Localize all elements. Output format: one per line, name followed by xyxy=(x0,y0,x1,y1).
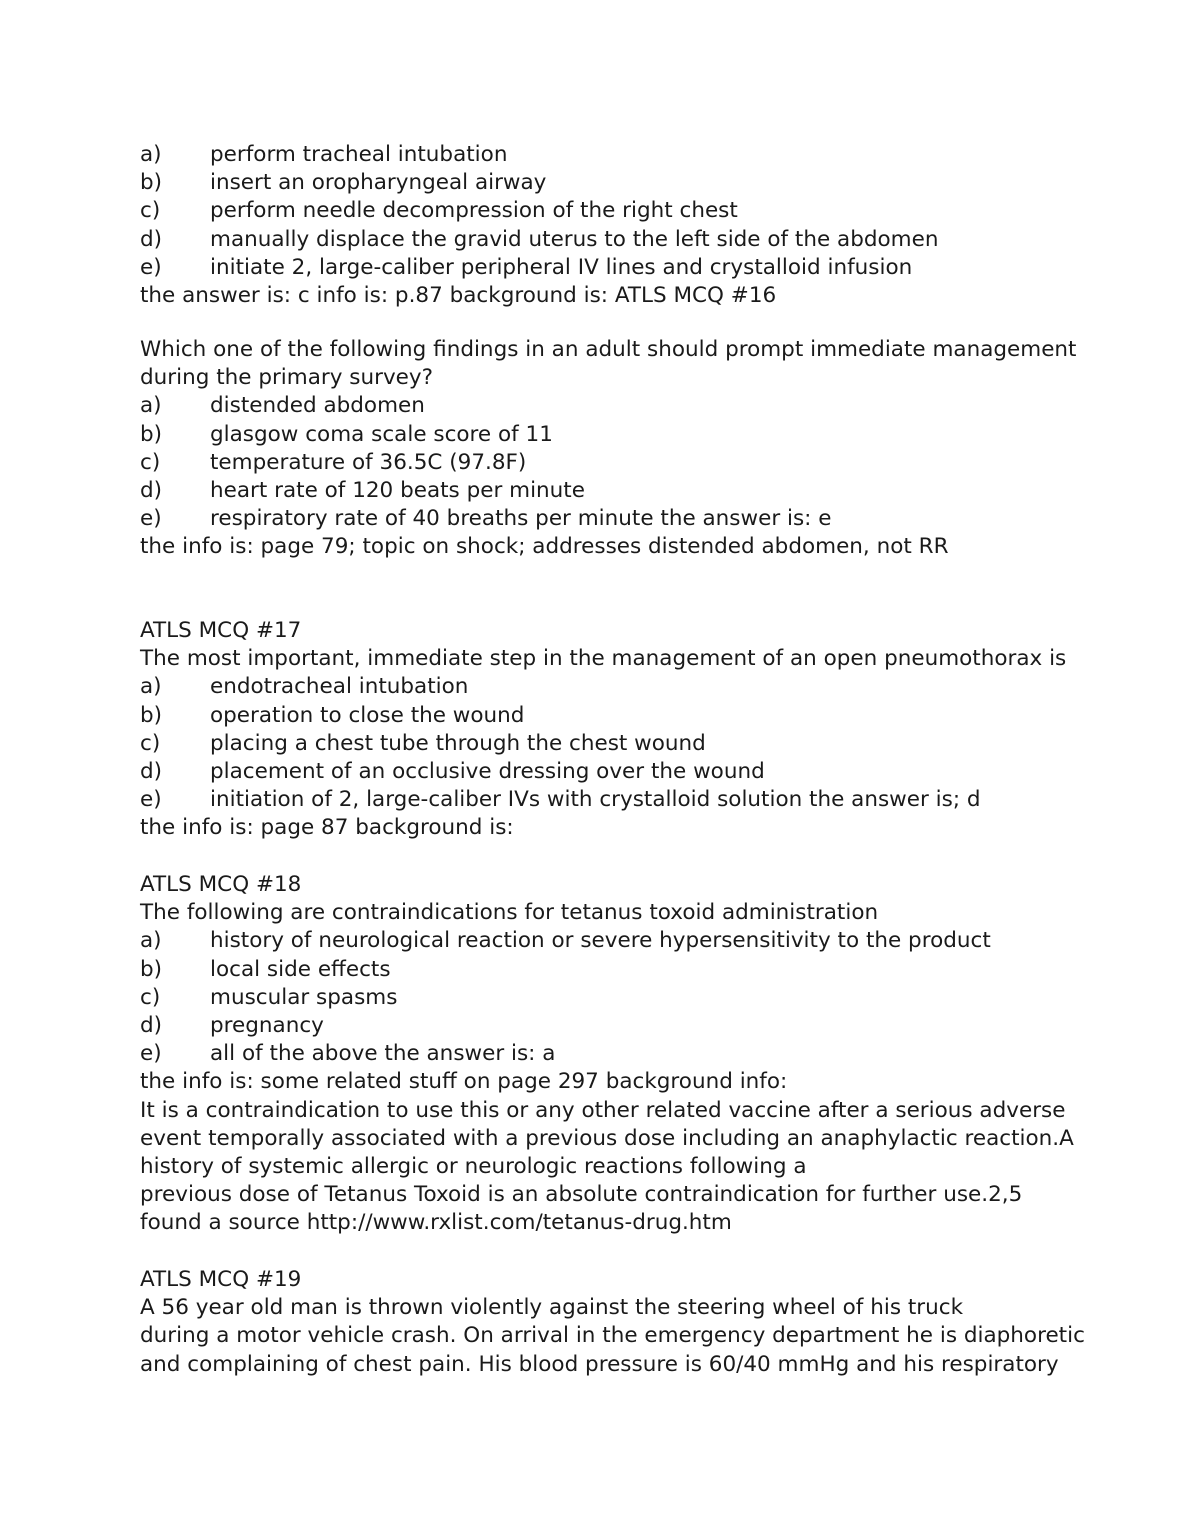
option-letter: b) xyxy=(140,170,163,196)
option-letter: b) xyxy=(140,421,163,447)
option-row xyxy=(140,141,1050,169)
option-row xyxy=(140,786,1050,814)
option-row xyxy=(140,956,1050,984)
info-line: the info is: page 87 background is: xyxy=(140,815,514,841)
info-line: previous dose of Tetanus Toxoid is an absolute contraindication for further use.2,5 xyxy=(140,1182,1023,1208)
question-stem: during the primary survey? xyxy=(140,365,434,391)
option-letter: b) xyxy=(140,702,163,728)
option-letter: e) xyxy=(140,506,162,532)
option-text: respiratory rate of 40 breaths per minute the answer is: e xyxy=(210,506,832,532)
option-letter: e) xyxy=(140,787,162,813)
option-text: distended abdomen xyxy=(210,393,425,419)
option-text: placing a chest tube through the chest wound xyxy=(210,730,706,756)
option-row xyxy=(140,505,1050,533)
info-line: the info is: page 79; topic on shock; addresses distended abdomen, not RR xyxy=(140,534,949,560)
option-letter: d) xyxy=(140,477,163,503)
option-text: perform tracheal intubation xyxy=(210,142,508,167)
q-primary-block xyxy=(140,336,1077,562)
option-letter: c) xyxy=(140,730,161,756)
option-letter: b) xyxy=(140,956,163,982)
option-letter: a) xyxy=(140,928,162,954)
option-row xyxy=(140,927,1050,955)
option-row xyxy=(140,1040,1050,1068)
option-text: history of neurological reaction or severe hypersensitivity to the product xyxy=(210,928,991,954)
option-text: local side effects xyxy=(210,956,391,982)
option-letter: d) xyxy=(140,1012,163,1038)
question-title: ATLS MCQ #19 xyxy=(140,1267,302,1292)
option-text: endotracheal intubation xyxy=(210,674,469,700)
question-stem: and complaining of chest pain. His blood pressure is 60/40 mmHg and his respiratory xyxy=(140,1351,1059,1377)
question-stem: during a motor vehicle crash. On arrival in the emergency department he is diaphoretic xyxy=(140,1323,1085,1349)
option-text: glasgow coma scale score of 11 xyxy=(210,421,553,447)
info-line: It is a contraindication to use this or any other related vaccine after a serious adverse xyxy=(140,1097,1066,1123)
option-letter: c) xyxy=(140,449,161,475)
source-line: found a source http://www.rxlist.com/tetanus-drug.htm xyxy=(140,1210,732,1236)
option-text: initiation of 2, large-caliber IVs with crystalloid solution the answer is; d xyxy=(210,787,981,813)
option-letter: d) xyxy=(140,226,163,252)
option-letter: e) xyxy=(140,254,162,280)
q16-block xyxy=(140,141,1050,310)
option-letter: c) xyxy=(140,198,161,224)
q17-block xyxy=(140,617,1067,843)
option-text: perform needle decompression of the right chest xyxy=(210,198,738,224)
option-text: manually displace the gravid uterus to the left side of the abdomen xyxy=(210,226,939,252)
option-text: pregnancy xyxy=(210,1012,324,1038)
option-text: temperature of 36.5C (97.8F) xyxy=(210,449,527,475)
option-text: all of the above the answer is: a xyxy=(210,1041,556,1067)
option-letter: d) xyxy=(140,758,163,784)
option-row xyxy=(140,702,1050,730)
info-line: event temporally associated with a previous dose including an anaphylactic reaction.A xyxy=(140,1125,1074,1151)
info-line: history of systemic allergic or neurologic reactions following a xyxy=(140,1153,807,1179)
option-letter: a) xyxy=(140,393,162,419)
option-row xyxy=(140,226,1050,254)
question-stem: The following are contraindications for tetanus toxoid administration xyxy=(140,900,879,926)
option-row xyxy=(140,197,1050,225)
option-row xyxy=(140,254,1050,282)
question-title: ATLS MCQ #17 xyxy=(140,618,302,643)
option-row xyxy=(140,421,1050,449)
info-line: the info is: some related stuff on page 297 background info: xyxy=(140,1069,788,1095)
q19-block xyxy=(140,1266,1085,1379)
option-letter: a) xyxy=(140,674,162,700)
option-text: heart rate of 120 beats per minute xyxy=(210,477,585,503)
option-row xyxy=(140,169,1050,197)
option-row xyxy=(140,1012,1050,1040)
option-text: initiate 2, large-caliber peripheral IV lines and crystalloid infusion xyxy=(210,254,913,280)
answer-line: the answer is: c info is: p.87 background is: ATLS MCQ #16 xyxy=(140,282,777,308)
option-letter: c) xyxy=(140,984,161,1010)
option-letter: a) xyxy=(140,142,162,167)
option-text: insert an oropharyngeal airway xyxy=(210,170,547,196)
question-title: ATLS MCQ #18 xyxy=(140,872,302,897)
option-text: operation to close the wound xyxy=(210,702,525,728)
option-row xyxy=(140,730,1050,758)
question-stem: A 56 year old man is thrown violently against the steering wheel of his truck xyxy=(140,1295,964,1321)
question-stem: Which one of the following findings in an adult should prompt immediate management xyxy=(140,337,1077,362)
question-stem: The most important, immediate step in the management of an open pneumothorax is xyxy=(140,646,1067,672)
option-text: placement of an occlusive dressing over the wound xyxy=(210,758,765,784)
q18-block xyxy=(140,871,1074,1237)
option-row xyxy=(140,449,1050,477)
option-row xyxy=(140,392,1050,420)
option-row xyxy=(140,673,1050,701)
option-text: muscular spasms xyxy=(210,984,398,1010)
option-row xyxy=(140,477,1050,505)
option-row xyxy=(140,758,1050,786)
option-row xyxy=(140,984,1050,1012)
option-letter: e) xyxy=(140,1041,162,1067)
